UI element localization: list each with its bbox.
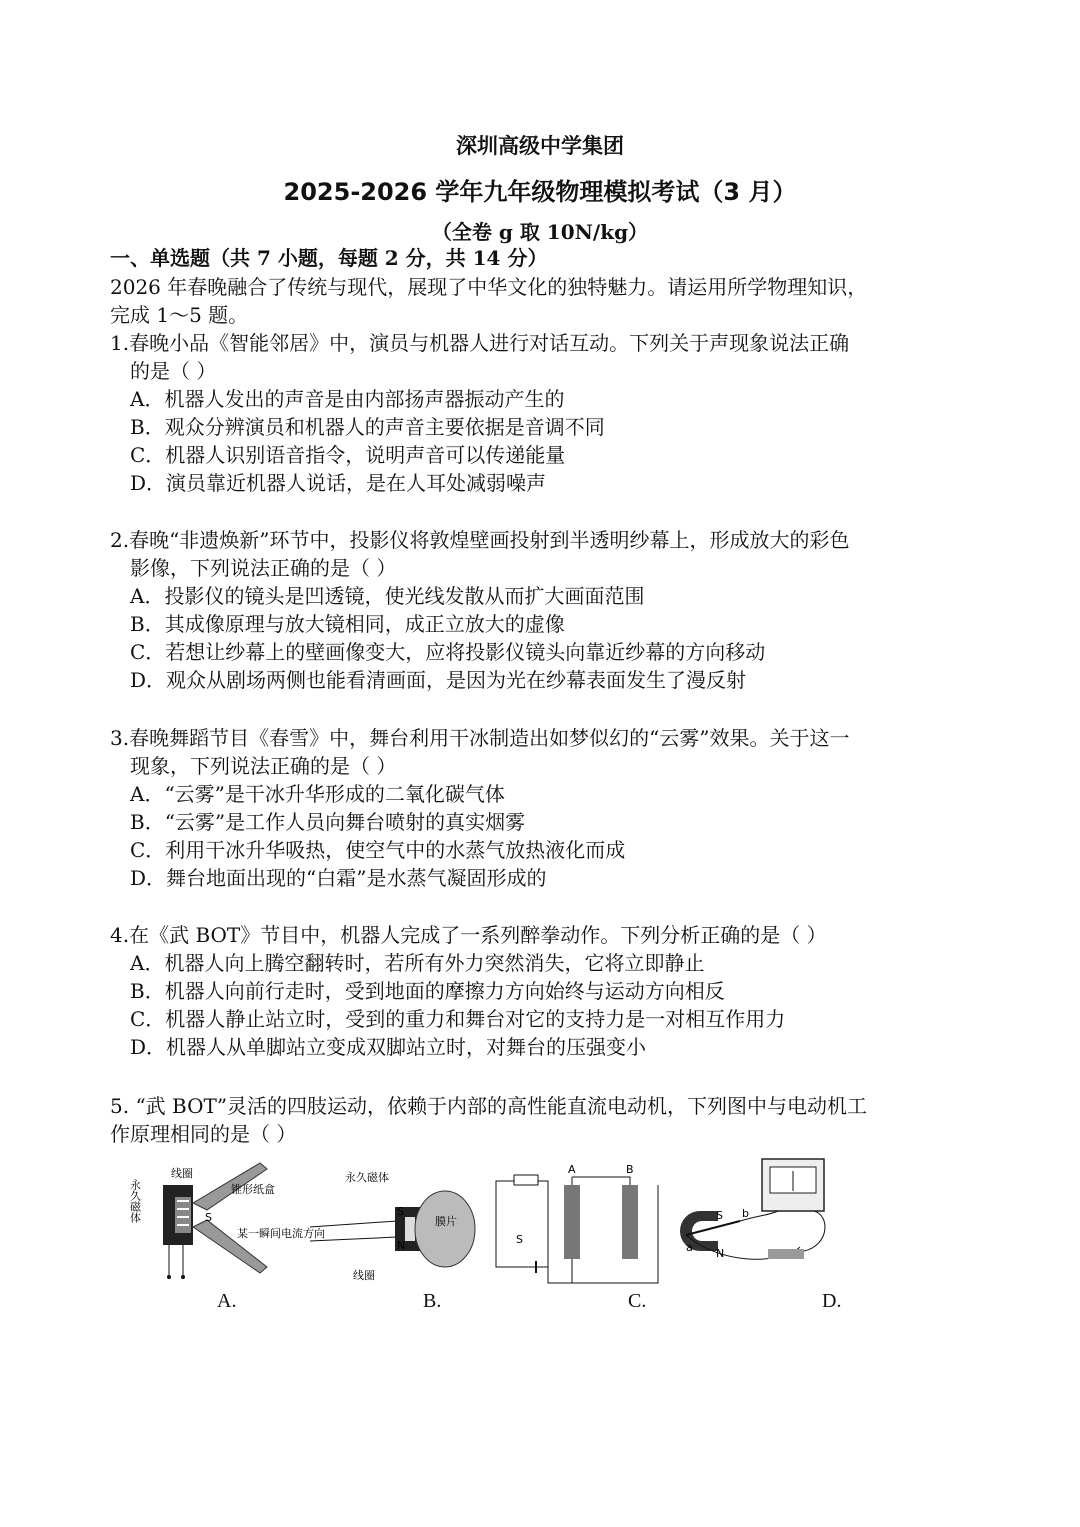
figure-d-generator [680, 1155, 860, 1285]
rheostat [514, 1175, 538, 1185]
q4-option-d: D．机器人从单脚站立变成双脚站立时，对舞台的压强变小 [130, 1035, 647, 1059]
label-a: A [568, 1163, 576, 1176]
label-d-n: N [716, 1247, 725, 1260]
q2-option-b: B．其成像原理与放大镜相同，成正立放大的虚像 [130, 612, 565, 636]
figure-b-microphone [305, 1155, 475, 1285]
q4-option-a: A．机器人向上腾空翻转时，若所有外力突然消失，它将立即静止 [130, 951, 705, 975]
figure-label-a: A. [217, 1290, 237, 1312]
label-coil: 线圈 [171, 1167, 193, 1180]
q3-stem-line1: 3.春晚舞蹈节目《春雪》中，舞台利用干冰制造出如梦似幻的“云雾”效果。关于这一 [110, 726, 850, 750]
label-mic-magnet: 永久磁体 [345, 1171, 389, 1184]
gravity-note: （全卷 g 取 10N/kg） [431, 220, 649, 244]
school-name: 深圳高级中学集团 [456, 134, 624, 158]
electromagnet-a [564, 1185, 580, 1259]
label-mic-n: N [397, 1239, 406, 1252]
q4-option-b: B．机器人向前行走时，受到地面的摩擦力方向始终与运动方向相反 [130, 979, 725, 1003]
q2-stem-line2: 影像，下列说法正确的是（ ） [130, 556, 397, 580]
label-mic-coil: 线圈 [353, 1269, 375, 1282]
q3-option-a: A．“云雾”是干冰升华形成的二氧化碳气体 [130, 782, 505, 806]
circuit-loop [496, 1181, 548, 1267]
q5-stem-line2: 作原理相同的是（ ） [110, 1122, 297, 1146]
section-intro-line1: 2026 年春晚融合了传统与现代，展现了中华文化的独特魅力。请运用所学物理知识， [110, 275, 868, 299]
section-heading: 一、单选题（共 7 小题，每题 2 分，共 14 分） [110, 246, 548, 270]
figure-label-d: D. [822, 1290, 842, 1312]
label-s: S [205, 1211, 212, 1224]
label-mic-s: S [397, 1205, 404, 1218]
speaker-coil [175, 1197, 191, 1233]
label-switch: S [516, 1233, 523, 1246]
q1-option-d: D．演员靠近机器人说话，是在人耳处减弱噪声 [130, 471, 547, 495]
label-d-b: b [742, 1207, 749, 1220]
q1-option-a: A．机器人发出的声音是由内部扬声器振动产生的 [130, 387, 565, 411]
q3-option-d: D．舞台地面出现的“白霜”是水蒸气凝固形成的 [130, 866, 547, 890]
figure-label-b: B. [423, 1290, 442, 1312]
label-d-s: S [716, 1209, 723, 1222]
q1-option-b: B．观众分辨演员和机器人的声音主要依据是音调不同 [130, 415, 605, 439]
q3-stem-line2: 现象，下列说法正确的是（ ） [130, 754, 397, 778]
mic-membrane [415, 1191, 475, 1267]
q5-stem-line1: 5. “武 BOT”灵活的四肢运动，依赖于内部的高性能直流电动机，下列图中与电动机工 [110, 1094, 868, 1118]
figure-c-electromagnets [490, 1155, 670, 1290]
switch [768, 1249, 804, 1259]
label-b: B [626, 1163, 634, 1176]
figure-a-loudspeaker [128, 1155, 325, 1285]
q1-stem-line2: 的是（ ） [130, 359, 217, 383]
q2-option-a: A．投影仪的镜头是凹透镜，使光线发散从而扩大画面范围 [130, 584, 645, 608]
exam-title: 2025-2026 学年九年级物理模拟考试（3 月） [283, 178, 797, 206]
q4-option-c: C．机器人静止站立时，受到的重力和舞台对它的支持力是一对相互作用力 [130, 1007, 786, 1031]
label-membrane: 膜片 [435, 1215, 457, 1228]
q2-option-d: D．观众从剧场两侧也能看清画面，是因为光在纱幕表面发生了漫反射 [130, 668, 747, 692]
label-cone: 锥形纸盒 [231, 1183, 275, 1196]
q2-option-c: C．若想让纱幕上的壁画像变大，应将投影仪镜头向靠近纱幕的方向移动 [130, 640, 766, 664]
label-d-a: a [686, 1241, 693, 1254]
section-intro-line2: 完成 1～5 题。 [110, 303, 249, 327]
q2-stem-line1: 2.春晚“非遗焕新”环节中，投影仪将敦煌壁画投射到半透明纱幕上，形成放大的彩色 [110, 528, 850, 552]
q3-option-c: C．利用干冰升华吸热，使空气中的水蒸气放热液化而成 [130, 838, 626, 862]
q3-option-b: B．“云雾”是工作人员向舞台喷射的真实烟雾 [130, 810, 526, 834]
mic-coil [405, 1217, 415, 1241]
q4-stem-line1: 4.在《武 BOT》节目中，机器人完成了一系列醉拳动作。下列分析正确的是（ ） [110, 923, 827, 947]
label-current: 某一瞬间电流方向 [237, 1227, 325, 1240]
q1-stem-line1: 1.春晚小品《智能邻居》中，演员与机器人进行对话互动。下列关于声现象说法正确 [110, 331, 850, 355]
label-magnet: 永久磁体 [128, 1179, 142, 1223]
electromagnet-b [622, 1185, 638, 1259]
figure-label-c: C. [628, 1290, 647, 1312]
q1-option-c: C．机器人识别语音指令，说明声音可以传递能量 [130, 443, 566, 467]
